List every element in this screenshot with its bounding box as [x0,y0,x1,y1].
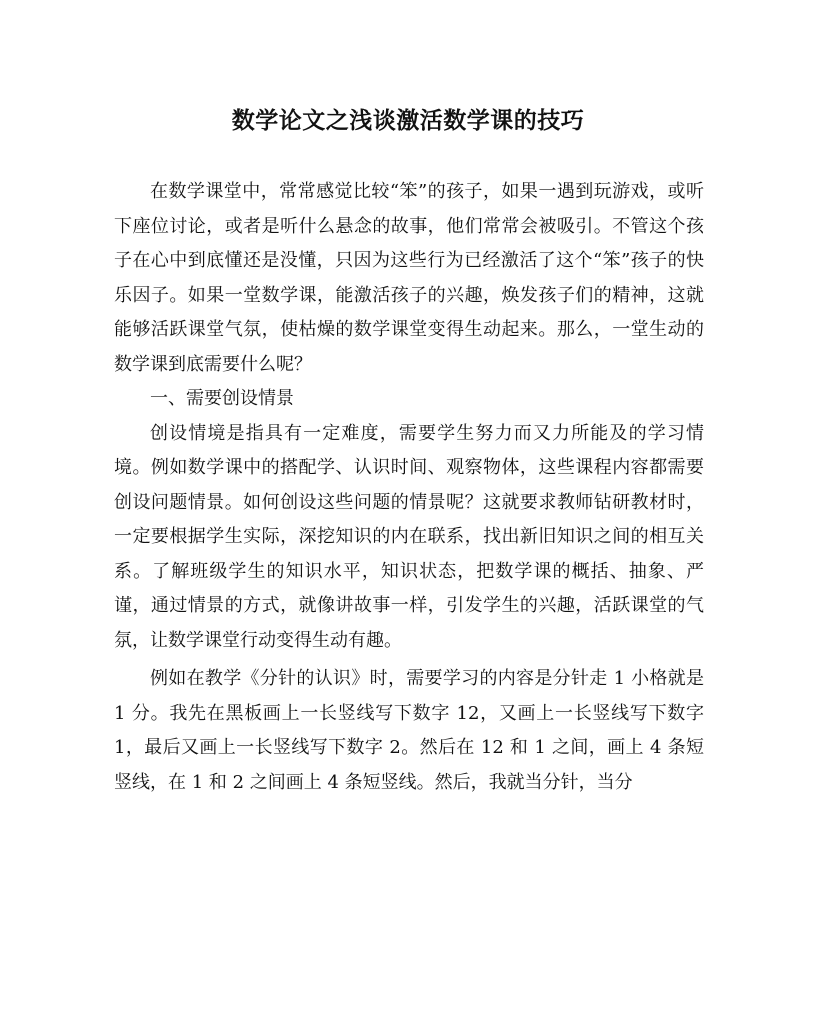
document-body [114,175,704,800]
section-heading: 一、需要创设情景 [150,388,294,409]
paragraph-intro: 在数学课堂中，常常感觉比较“笨”的孩子，如果一遇到玩游戏，或听下座位讨论，或者是听什么悬念的故事，他们常常会被吸引。不管这个孩子在心中到底懂还是没懂，只因为这些行为已经激活了这个“笨”孩子的快乐因子。如果一堂数学课，能激活孩子的兴趣，焕发孩子们的精神，这就能够活跃课堂气氛，使枯燥的数学课堂变得生动起来。那么，一堂生动的数学课到底需要什么呢？ [114,181,704,375]
paragraph-example: 例如在教学《分针的认识》时，需要学习的内容是分针走 1 小格就是 1 分。我先在黑板画上一长竖线写下数字 12，又画上一长竖线写下数字 1，最后又画上一长竖线写下数字 2。然后在 12 和 1 之间，画上 4 条短竖线，在 1 和 2 之间画上 4 条短竖线。然后，我就当分针，当分 [114,668,704,793]
document-title: 数学论文之浅谈激活数学课的技巧 [231,107,585,134]
paragraph-situation: 创设情境是指具有一定难度，需要学生努力而又力所能及的学习情境。例如数学课中的搭配学、认识时间、观察物体，这些课程内容都需要创设问题情景。如何创设这些问题的情景呢？这就要求教师钻研教材时，一定要根据学生实际，深挖知识的内在联系，找出新旧知识之间的相互关系。了解班级学生的知识水平，知识状态，把数学课的概括、抽象、严谨，通过情景的方式，就像讲故事一样，引发学生的兴趣，活跃课堂的气氛，让数学课堂行动变得生动有趣。 [114,422,704,651]
